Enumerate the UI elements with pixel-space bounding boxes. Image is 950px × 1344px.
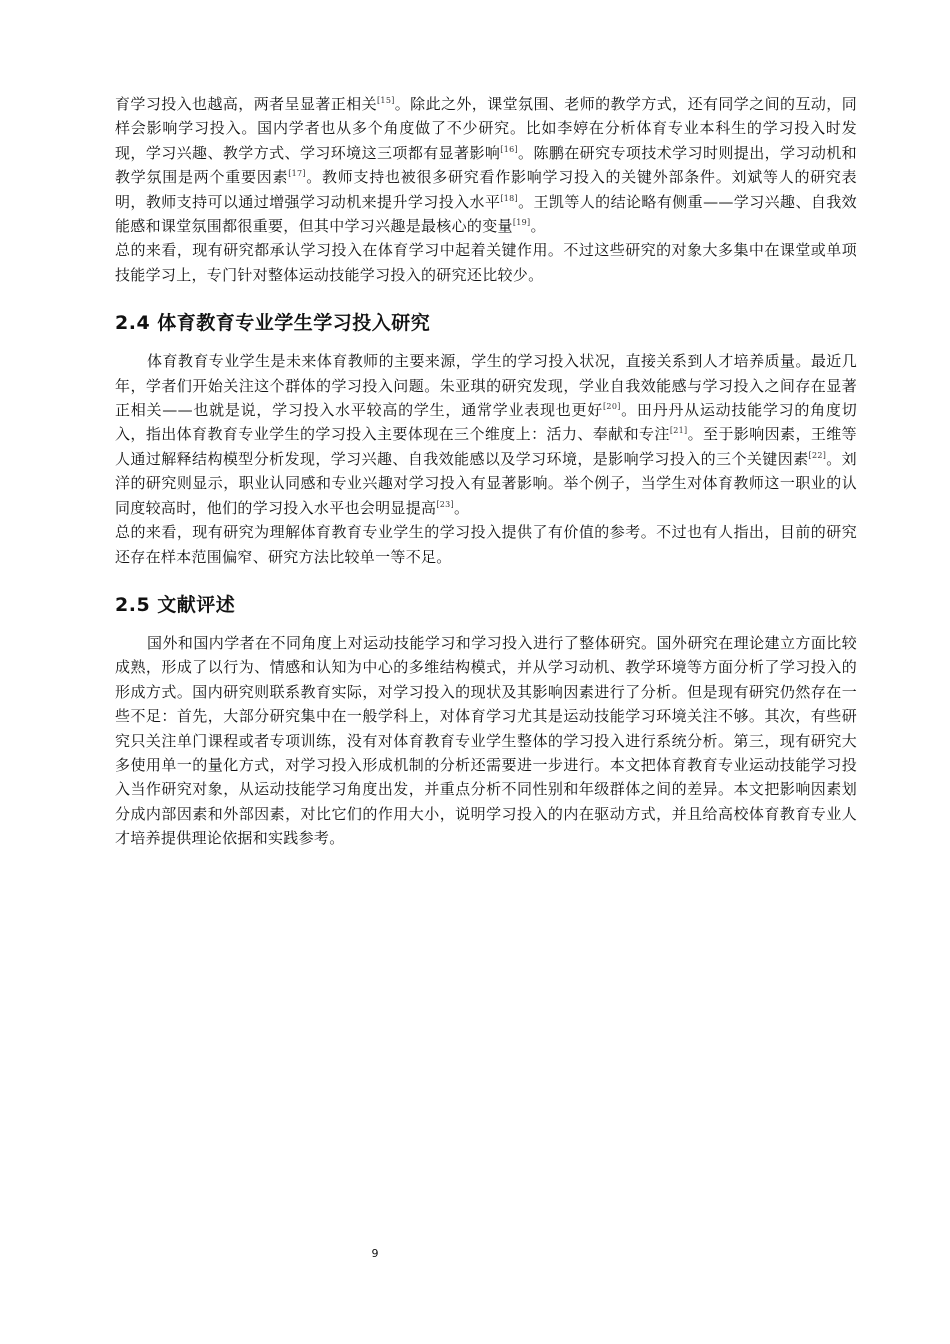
paragraph-summary-2: 总的来看，现有研究为理解体育教育专业学生的学习投入提供了有价值的参考。不过也有人指出，目前的研究还存在样本范围偏窄、研究方法比较单一等不足。 — [115, 523, 857, 566]
section-heading-2-4: 2.4 体育教育专业学生学习投入研究 — [115, 312, 431, 335]
citation: [15] — [377, 96, 395, 105]
page-number: 9 — [371, 1247, 379, 1260]
text-run: 育学习投入也越高，两者呈显著正相关 — [115, 95, 378, 113]
text-run: 。至于影响因素，王维等人通过解释结构模型分析发现，学习兴趣、自我效能感以及学习环境，是影响学习投入的三个关键因素 — [115, 425, 857, 468]
text-run: 。教师支持也被很多研究看作影响学习投入的关键外部条件。刘斌等人的研究表明，教师支持可以通过增强学习动机来提升学习投入水平 — [115, 168, 857, 211]
text-run: 。除此之外，课堂氛围、老师的教学方式，还有同学之间的互动，同样会影响学习投入。国内学者也从多个角度做了不少研究。比如李婷在分析体育专业本科生的学习投入时发现，学习兴趣、教学方式、学习环境这三项都有显著影响 — [115, 95, 857, 162]
citation: [21] — [669, 426, 688, 436]
section-heading-2-5: 2.5 文献评述 — [115, 593, 236, 616]
citation: [20] — [603, 402, 621, 412]
paragraph-2-4-body — [115, 349, 857, 520]
text-run: 。刘洋的研究则显示，职业认同感和专业兴趣对学习投入有显著影响。举个例子，当学生对体育教师这一职业的认同度较高时，他们的学习投入水平也会明显提高 — [115, 449, 857, 517]
citation: [16] — [500, 144, 518, 154]
paragraph-continued — [115, 92, 857, 238]
text-run: 体育教育专业学生是未来体育教师的主要来源，学生的学习投入状况，直接关系到人才培养质量。最近几年，学者们开始关注这个群体的学习投入问题。朱亚琪的研究发现，学业自我效能感与学习投入之间存在显著正相关——也就是说，学习投入水平较高的学生，通常学业表现也更好 — [115, 352, 857, 420]
text-run: 。 — [453, 498, 470, 517]
citation: [19] — [512, 218, 531, 228]
citation: [18] — [500, 193, 518, 203]
page-content — [115, 92, 857, 851]
paragraph-summary-1: 总的来看，现有研究都承认学习投入在体育学习中起着关键作用。不过这些研究的对象大多集中在课堂或单项技能学习上，专门针对整体运动技能学习投入的研究还比较少。 — [115, 241, 857, 284]
paragraph-2-5-body: 国外和国内学者在不同角度上对运动技能学习和学习投入进行了整体研究。国外研究在理论建立方面比较成熟，形成了以行为、情感和认知为中心的多维结构模式，并从学习动机、教学环境等方面分析了学习投入的形成方式。国内研究则联系教育实际，对学习投入的现状及其影响因素进行了分析。但是现有研究仍然存在一些不足：首先，大部分研究集中在一般学科上，对体育学习尤其是运动技能学习环境关注不够。其次，有些研究只关注单门课程或者专项训练，没有对体育教育专业学生整体的学习投入进行系统分析。第三，现有研究大多使用单一的量化方式，对学习投入形成机制的分析还需要进一步进行。本文把体育教育专业运动技能学习投入当作研究对象，从运动技能学习角度出发，并重点分析不同性别和年级群体之间的差异。本文把影响因素划分成内部因素和外部因素，对比它们的作用大小，说明学习投入的内在驱动方式，并且给高校体育教育专业人才培养提供理论依据和实践参考。 — [115, 633, 857, 848]
citation: [23] — [436, 499, 454, 509]
citation: [22] — [808, 450, 827, 460]
text-run: 。 — [530, 217, 546, 236]
citation: [17] — [288, 169, 306, 179]
text-run: 。王凯等人的结论略有侧重——学习兴趣、自我效能感和课堂氛围都很重要，但其中学习兴趣是最核心的变量 — [115, 192, 857, 236]
text-run: 。田丹丹从运动技能学习的角度切入，指出体育教育专业学生的学习投入主要体现在三个维度上：活力、奉献和专注 — [115, 401, 857, 444]
text-run: 。陈鹏在研究专项技术学习时则提出，学习动机和教学氛围是两个重要因素 — [115, 143, 857, 187]
